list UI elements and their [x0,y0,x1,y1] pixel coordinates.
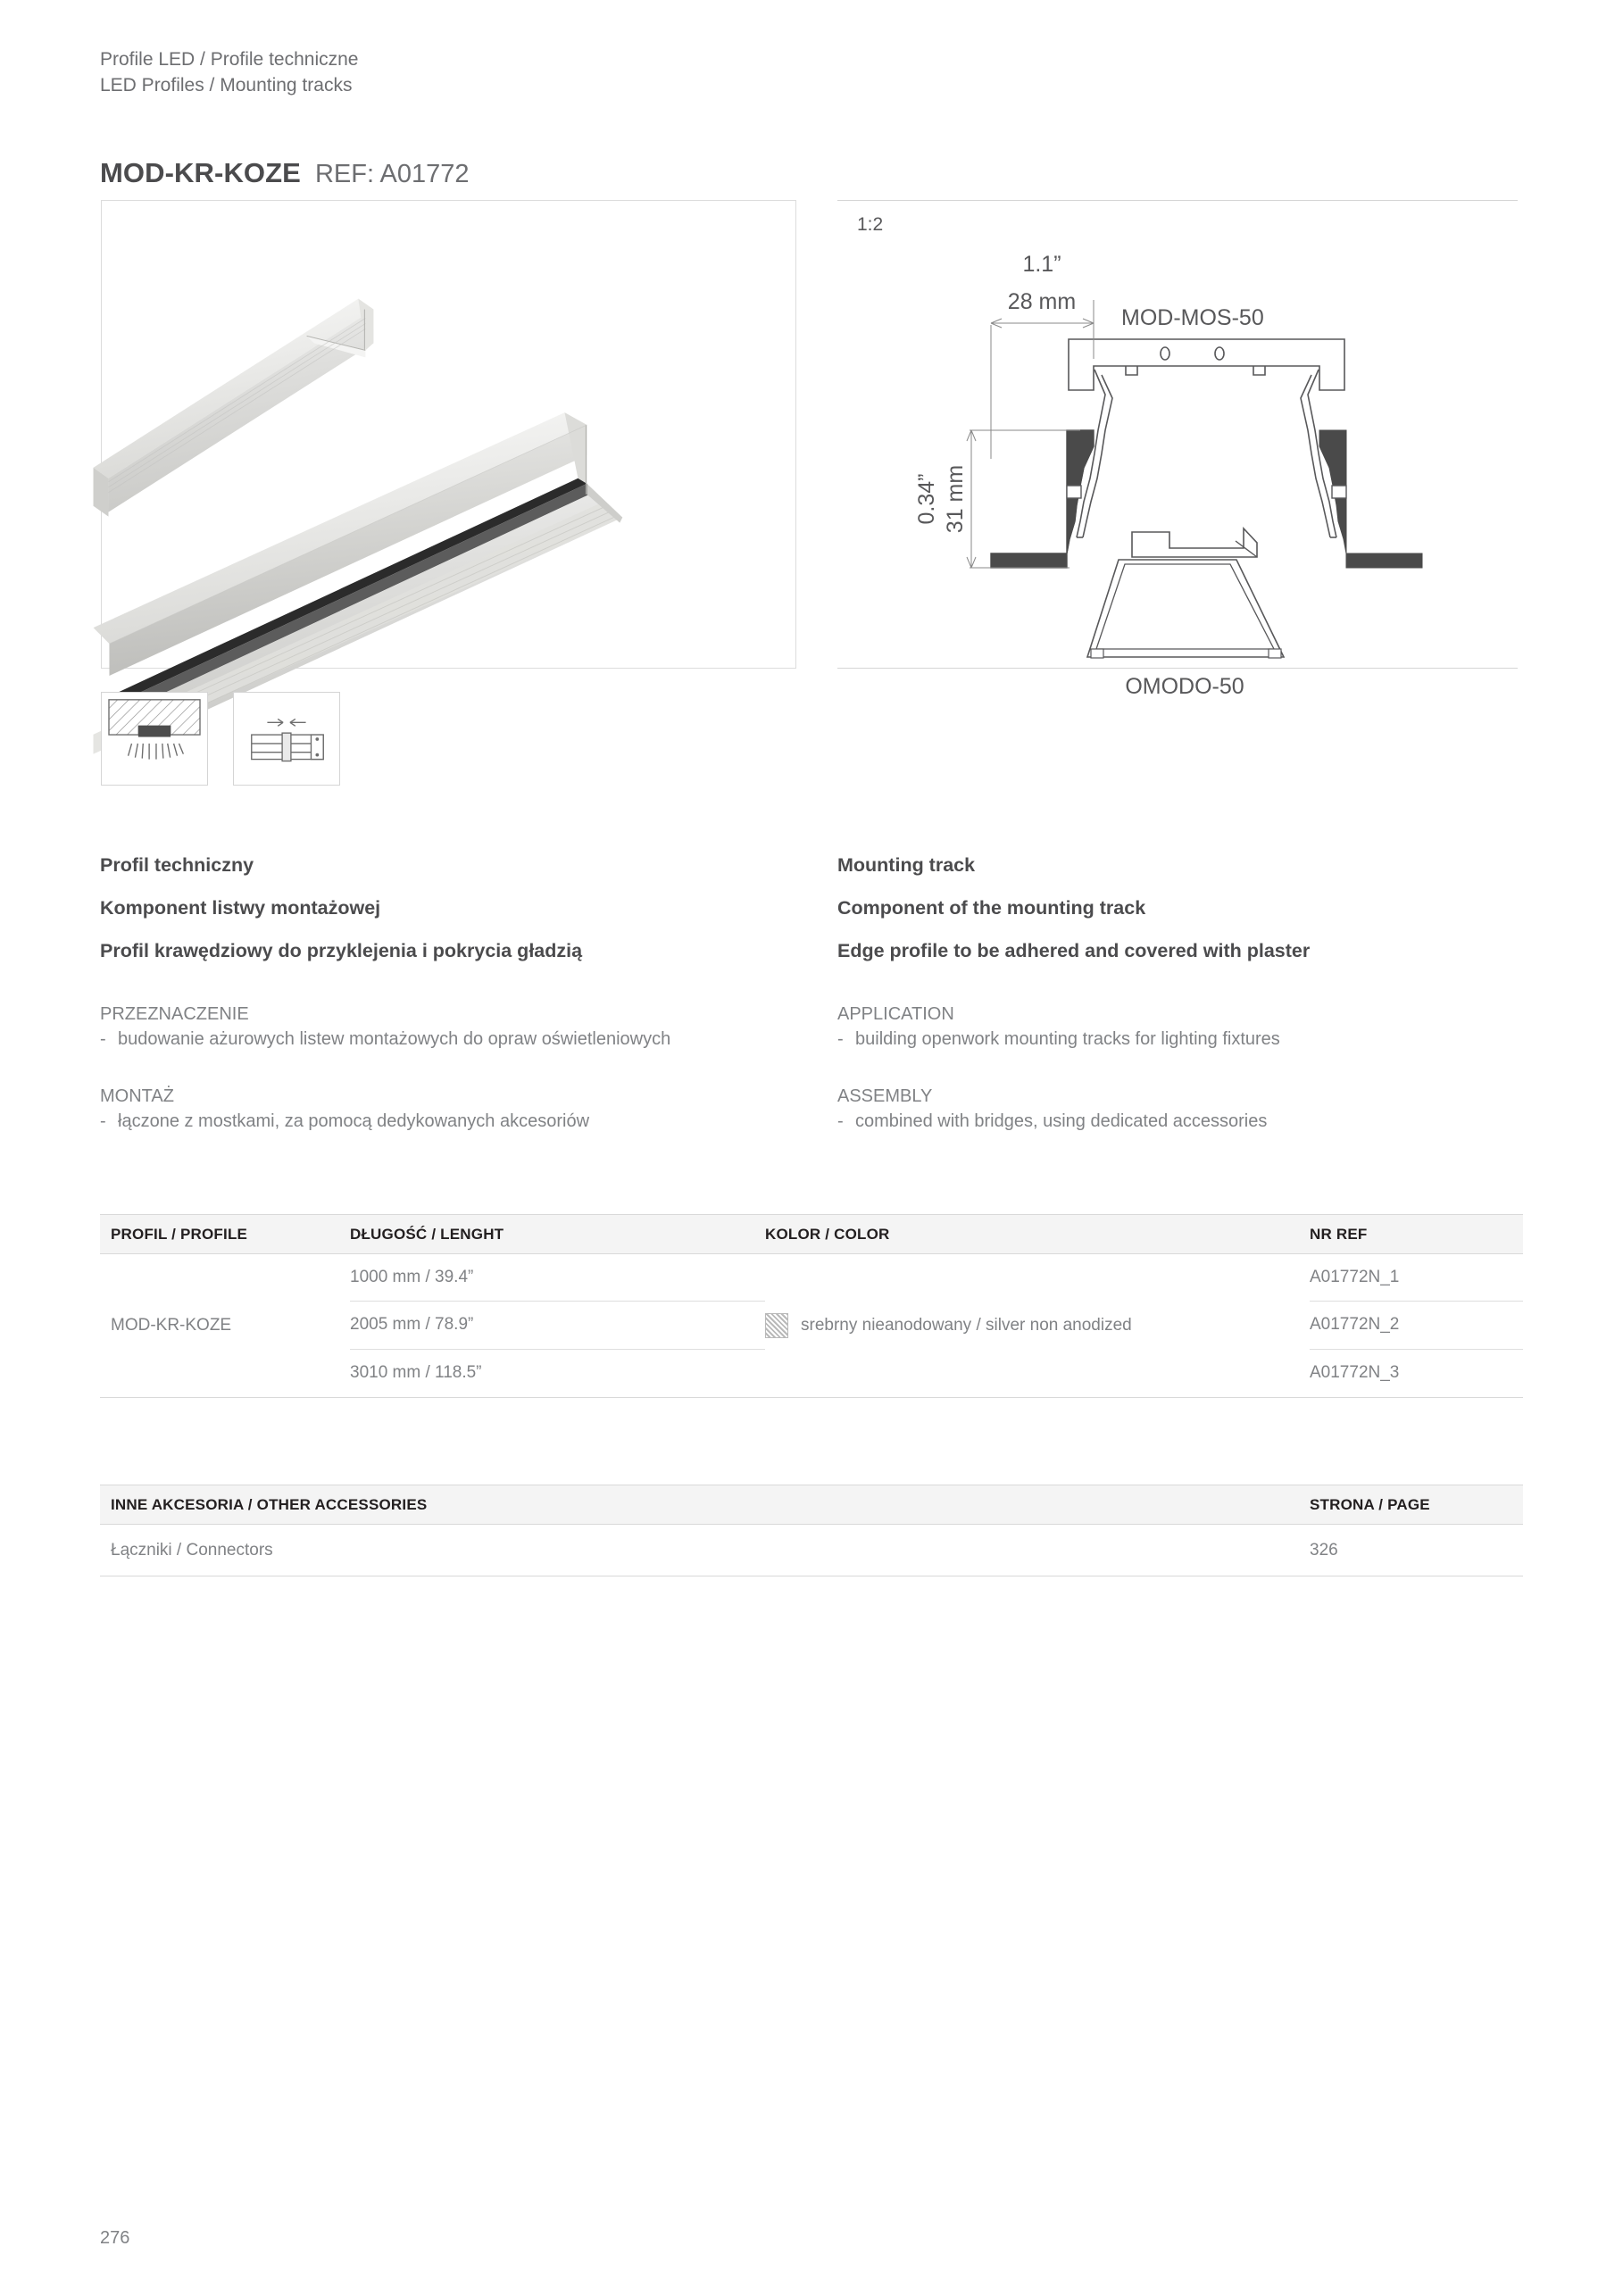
page-number: 276 [100,2228,130,2248]
col-header-profile: PROFIL / PROFILE [111,1225,248,1243]
section-montaz [100,1084,805,1134]
dim-height-mm: 31 mm [943,464,968,534]
accessories-table-header [100,1485,1523,1525]
col-header-accessory: INNE AKCESORIA / OTHER ACCESSORIES [111,1495,428,1513]
table-row [1310,1254,1523,1302]
page-title [100,157,469,189]
table-row [1310,1350,1523,1397]
section-item [837,1027,1543,1052]
cell-accessory-name: Łączniki / Connectors [111,1540,273,1560]
recessed-plaster-mount-glyph [102,693,207,785]
product-table-body [100,1254,1523,1397]
desc-heading-2: Komponent listwy montażowej [100,897,381,919]
desc-heading-3: Edge profile to be adhered and covered with plaster [837,940,1311,961]
recessed-plaster-mount-icon [101,692,208,786]
product-photo [101,200,796,669]
table-row [350,1350,765,1397]
section-przeznaczenie [100,1002,805,1052]
description-english [837,853,1543,1134]
breadcrumb-line-2: LED Profiles / Mounting tracks [100,75,353,96]
pictogram-group [101,692,340,786]
breadcrumb-line-1: Profile LED / Profile techniczne [100,49,359,70]
product-ref: REF: A01772 [314,160,470,188]
section-item-text: combined with bridges, using dedicated accessories [855,1111,1268,1131]
bullet-dash: - [837,1111,844,1131]
cell-ref: A01772N_1 [1310,1268,1400,1287]
desc-heading-1: Mounting track [837,854,976,876]
section-assembly [837,1084,1543,1134]
bullet-dash: - [100,1029,106,1049]
section-item-text: building openwork mounting tracks for lighting fixtures [855,1029,1280,1049]
section-title: MONTAŻ [100,1086,174,1106]
desc-heading-3: Profil krawędziowy do przyklejenia i pokrycia gładzią [100,940,583,961]
desc-heading-2: Component of the mounting track [837,897,1146,919]
cross-section-drawing [837,200,1518,699]
drawing-label-bottom: OMODO-50 [1125,674,1244,699]
cell-length: 1000 mm / 39.4” [350,1268,474,1287]
section-item [100,1109,805,1134]
section-item-text: łączone z mostkami, za pomocą dedykowanych akcesoriów [118,1111,590,1131]
section-title: APPLICATION [837,1004,954,1024]
section-item-text: budowanie ażurowych listew montażowych do opraw oświetleniowych [118,1029,671,1049]
col-header-length: DŁUGOŚĆ / LENGHT [350,1225,504,1243]
section-application [837,1002,1543,1052]
section-item [100,1027,805,1052]
table-row [1310,1302,1523,1349]
dim-height-inch: 0.34” [914,473,939,525]
table-row [350,1254,765,1302]
product-table [100,1214,1523,1398]
drawing-label-top: MOD-MOS-50 [1121,305,1264,330]
cell-profile-name: MOD-KR-KOZE [111,1316,232,1335]
dim-width-mm: 28 mm [1007,289,1077,314]
bullet-dash: - [837,1029,844,1049]
table-row [350,1302,765,1349]
product-photo-illustration [102,201,795,668]
cell-color [765,1254,1310,1397]
cell-length: 3010 mm / 118.5” [350,1363,482,1383]
technical-drawing-panel [837,200,1518,699]
breadcrumb [100,46,358,98]
bullet-dash: - [100,1111,106,1131]
description-polish [100,853,805,1134]
cell-length: 2005 mm / 78.9” [350,1315,474,1335]
column-lengths [350,1254,765,1397]
column-refs [1310,1254,1523,1397]
cell-color-label: srebrny nieanodowany / silver non anodized [801,1316,1132,1335]
accessories-table [100,1485,1523,1576]
profile-joining-icon [233,692,340,786]
drawing-scale: 1:2 [857,214,884,235]
cell-ref: A01772N_3 [1310,1363,1400,1383]
dim-width-inch: 1.1” [1022,252,1061,277]
desc-heading-1: Profil techniczny [100,854,254,876]
col-header-color: KOLOR / COLOR [765,1225,890,1243]
section-title: ASSEMBLY [837,1086,933,1106]
product-table-header [100,1214,1523,1254]
col-header-ref: NR REF [1310,1225,1368,1243]
cell-accessory-page: 326 [1310,1540,1338,1560]
cell-ref: A01772N_2 [1310,1315,1400,1335]
table-row[interactable] [100,1525,1523,1576]
section-item [837,1109,1543,1134]
section-title: PRZEZNACZENIE [100,1004,249,1024]
color-swatch-icon [765,1313,788,1338]
product-name: MOD-KR-KOZE [100,157,301,188]
col-header-page: STRONA / PAGE [1310,1495,1430,1513]
profile-joining-glyph [234,693,339,785]
product-table-bottom-rule [100,1397,1523,1398]
